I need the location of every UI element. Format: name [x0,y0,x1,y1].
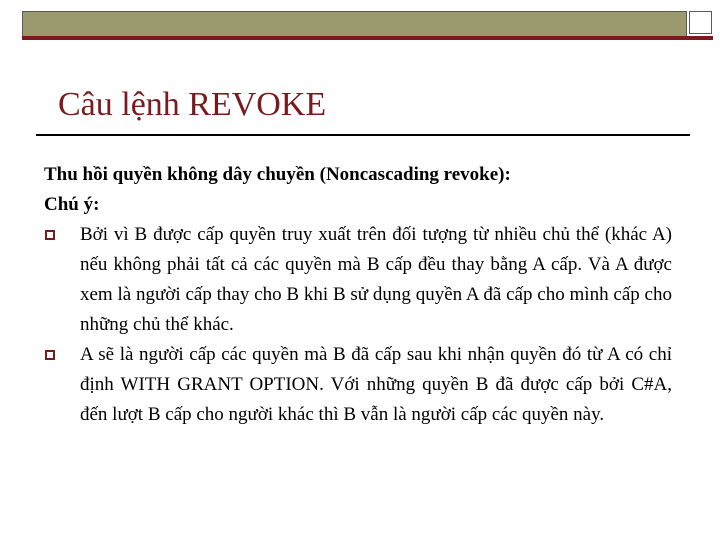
bullet-text: A sẽ là người cấp các quyền mà B đã cấp sau khi nhận quyền đó từ A có chỉ định WITH GRANT OPTION. Với những quyền B đã được cấp bởi C#A, đến lượt B cấp cho người khác thì B vẫn là người cấp các quyền này. [80,344,672,425]
bullet-item [44,340,672,430]
slide-title: Câu lệnh REVOKE [58,86,327,123]
top-decorative-bar [22,11,687,38]
bullet-text: Bởi vì B được cấp quyền truy xuất trên đối tượng từ nhiều chủ thể (khác A) nếu không phải tất cả các quyền mà B cấp đều thay bằng A cấp. Và A được xem là người cấp thay cho B khi B sử dụng quyền A đã cấp cho mình cấp cho những chủ thể khác. [80,224,672,335]
square-bullet-icon [45,230,55,240]
note-label: Chú ý: [44,194,100,215]
top-accent-line [22,36,713,40]
bullet-item [44,220,672,340]
title-divider [36,134,690,136]
corner-square-decoration [689,11,712,34]
section-heading: Thu hồi quyền không dây chuyền (Noncascading revoke): [44,164,511,185]
square-bullet-icon [45,350,55,360]
slide-body [44,160,672,430]
